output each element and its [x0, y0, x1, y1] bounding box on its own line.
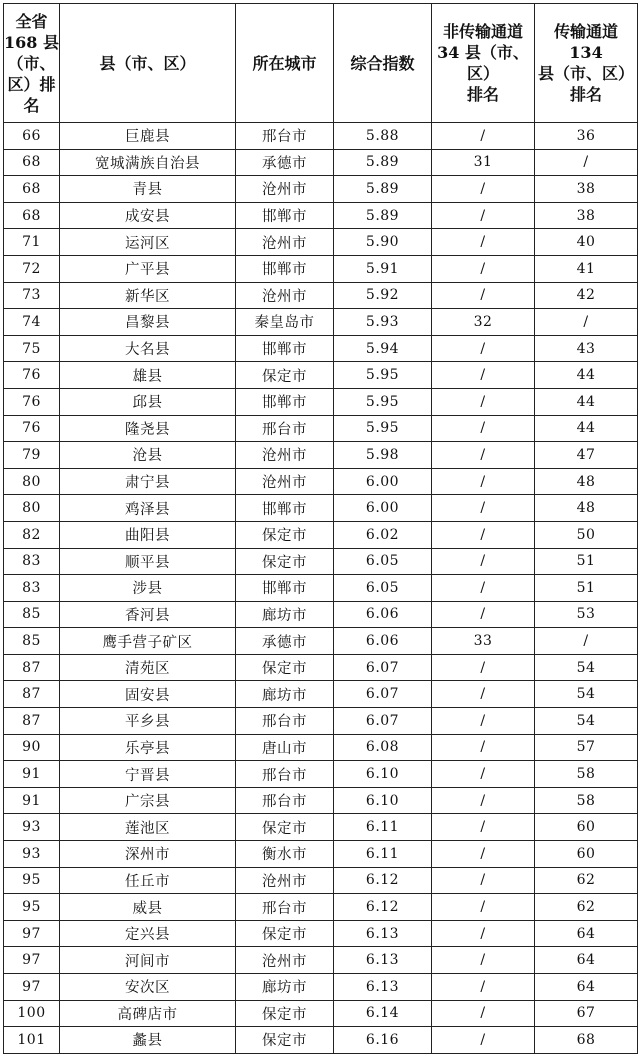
- cell-non-transmission-rank: /: [432, 202, 535, 229]
- cell-non-transmission-rank: /: [432, 335, 535, 362]
- cell-transmission-rank: 41: [535, 255, 638, 282]
- cell-transmission-rank: 44: [535, 362, 638, 389]
- cell-city: 保定市: [236, 1000, 334, 1027]
- cell-county: 香河县: [60, 601, 236, 628]
- header-city: [236, 4, 334, 123]
- cell-city: 邢台市: [236, 708, 334, 735]
- header-province-rank: [4, 4, 60, 123]
- cell-composite-index: 6.11: [334, 814, 432, 841]
- cell-composite-index: 5.91: [334, 255, 432, 282]
- cell-county: 乐亭县: [60, 734, 236, 761]
- cell-transmission-rank: 62: [535, 867, 638, 894]
- table-row: [4, 176, 638, 203]
- cell-city: 沧州市: [236, 282, 334, 309]
- header-line: 传输通道 134: [553, 22, 618, 62]
- cell-province-rank: 71: [4, 229, 60, 256]
- cell-county: 新华区: [60, 282, 236, 309]
- table-row: [4, 947, 638, 974]
- cell-city: 邯郸市: [236, 575, 334, 602]
- cell-composite-index: 6.14: [334, 1000, 432, 1027]
- cell-non-transmission-rank: /: [432, 814, 535, 841]
- cell-non-transmission-rank: /: [432, 1027, 535, 1054]
- cell-transmission-rank: 53: [535, 601, 638, 628]
- cell-composite-index: 6.08: [334, 734, 432, 761]
- cell-province-rank: 76: [4, 362, 60, 389]
- cell-city: 唐山市: [236, 734, 334, 761]
- cell-city: 保定市: [236, 1027, 334, 1054]
- cell-city: 邢台市: [236, 123, 334, 150]
- cell-county: 蠡县: [60, 1027, 236, 1054]
- header-line: 非传输通道: [442, 22, 523, 41]
- cell-non-transmission-rank: /: [432, 255, 535, 282]
- cell-transmission-rank: 44: [535, 415, 638, 442]
- cell-county: 巨鹿县: [60, 123, 236, 150]
- cell-non-transmission-rank: /: [432, 123, 535, 150]
- cell-city: 保定市: [236, 920, 334, 947]
- cell-non-transmission-rank: /: [432, 548, 535, 575]
- cell-city: 沧州市: [236, 229, 334, 256]
- table-row: [4, 1027, 638, 1054]
- cell-non-transmission-rank: /: [432, 974, 535, 1001]
- cell-composite-index: 5.98: [334, 442, 432, 469]
- table-row: [4, 708, 638, 735]
- cell-province-rank: 85: [4, 601, 60, 628]
- cell-city: 保定市: [236, 362, 334, 389]
- cell-transmission-rank: 58: [535, 787, 638, 814]
- table-row: [4, 734, 638, 761]
- table-row: [4, 468, 638, 495]
- cell-city: 沧州市: [236, 947, 334, 974]
- header-county: [60, 4, 236, 123]
- cell-non-transmission-rank: /: [432, 176, 535, 203]
- cell-non-transmission-rank: /: [432, 867, 535, 894]
- table-row: [4, 202, 638, 229]
- header-line: 县（市、区）: [99, 53, 196, 73]
- cell-composite-index: 6.13: [334, 974, 432, 1001]
- header-row: [4, 4, 638, 123]
- cell-non-transmission-rank: /: [432, 468, 535, 495]
- cell-city: 沧州市: [236, 176, 334, 203]
- cell-province-rank: 83: [4, 548, 60, 575]
- cell-composite-index: 6.06: [334, 628, 432, 655]
- cell-province-rank: 68: [4, 176, 60, 203]
- cell-province-rank: 75: [4, 335, 60, 362]
- table-row: [4, 894, 638, 921]
- cell-non-transmission-rank: /: [432, 388, 535, 415]
- cell-city: 邯郸市: [236, 335, 334, 362]
- cell-city: 廊坊市: [236, 681, 334, 708]
- table-row: [4, 309, 638, 336]
- cell-composite-index: 5.88: [334, 123, 432, 150]
- header-line: 全省: [15, 11, 48, 31]
- cell-county: 任丘市: [60, 867, 236, 894]
- cell-county: 广平县: [60, 255, 236, 282]
- cell-county: 固安县: [60, 681, 236, 708]
- table-row: [4, 362, 638, 389]
- cell-province-rank: 68: [4, 149, 60, 176]
- table-row: [4, 681, 638, 708]
- header-transmission-rank: [535, 4, 638, 123]
- cell-county: 大名县: [60, 335, 236, 362]
- cell-city: 邯郸市: [236, 255, 334, 282]
- cell-city: 保定市: [236, 814, 334, 841]
- cell-province-rank: 91: [4, 787, 60, 814]
- cell-county: 曲阳县: [60, 521, 236, 548]
- cell-city: 邢台市: [236, 761, 334, 788]
- table-row: [4, 255, 638, 282]
- cell-composite-index: 6.07: [334, 708, 432, 735]
- cell-county: 莲池区: [60, 814, 236, 841]
- cell-city: 秦皇岛市: [236, 309, 334, 336]
- cell-province-rank: 82: [4, 521, 60, 548]
- cell-non-transmission-rank: /: [432, 708, 535, 735]
- table-body: [4, 123, 638, 1054]
- cell-non-transmission-rank: /: [432, 362, 535, 389]
- cell-province-rank: 80: [4, 495, 60, 522]
- cell-transmission-rank: /: [535, 149, 638, 176]
- cell-non-transmission-rank: /: [432, 734, 535, 761]
- cell-province-rank: 72: [4, 255, 60, 282]
- cell-province-rank: 101: [4, 1027, 60, 1054]
- cell-province-rank: 87: [4, 681, 60, 708]
- cell-non-transmission-rank: /: [432, 894, 535, 921]
- cell-county: 顺平县: [60, 548, 236, 575]
- header-line: 综合指数: [350, 53, 415, 73]
- cell-province-rank: 74: [4, 309, 60, 336]
- cell-county: 青县: [60, 176, 236, 203]
- cell-county: 隆尧县: [60, 415, 236, 442]
- cell-county: 昌黎县: [60, 309, 236, 336]
- cell-non-transmission-rank: /: [432, 282, 535, 309]
- cell-transmission-rank: 62: [535, 894, 638, 921]
- cell-county: 定兴县: [60, 920, 236, 947]
- cell-non-transmission-rank: /: [432, 575, 535, 602]
- cell-province-rank: 79: [4, 442, 60, 469]
- cell-province-rank: 83: [4, 575, 60, 602]
- cell-non-transmission-rank: /: [432, 761, 535, 788]
- table-row: [4, 628, 638, 655]
- cell-transmission-rank: 64: [535, 947, 638, 974]
- cell-province-rank: 100: [4, 1000, 60, 1027]
- cell-city: 保定市: [236, 654, 334, 681]
- cell-province-rank: 95: [4, 867, 60, 894]
- cell-non-transmission-rank: /: [432, 601, 535, 628]
- cell-composite-index: 6.05: [334, 575, 432, 602]
- cell-non-transmission-rank: 32: [432, 309, 535, 336]
- cell-composite-index: 6.10: [334, 787, 432, 814]
- cell-non-transmission-rank: /: [432, 681, 535, 708]
- table-row: [4, 415, 638, 442]
- cell-transmission-rank: 60: [535, 841, 638, 868]
- cell-non-transmission-rank: /: [432, 495, 535, 522]
- cell-province-rank: 68: [4, 202, 60, 229]
- cell-transmission-rank: 57: [535, 734, 638, 761]
- cell-transmission-rank: 68: [535, 1027, 638, 1054]
- cell-non-transmission-rank: /: [432, 442, 535, 469]
- cell-transmission-rank: 48: [535, 468, 638, 495]
- cell-province-rank: 95: [4, 894, 60, 921]
- cell-city: 邯郸市: [236, 202, 334, 229]
- cell-province-rank: 85: [4, 628, 60, 655]
- cell-province-rank: 80: [4, 468, 60, 495]
- cell-county: 清苑区: [60, 654, 236, 681]
- cell-non-transmission-rank: /: [432, 787, 535, 814]
- table-row: [4, 149, 638, 176]
- cell-county: 鹰手营子矿区: [60, 628, 236, 655]
- cell-composite-index: 5.93: [334, 309, 432, 336]
- cell-county: 沧县: [60, 442, 236, 469]
- cell-city: 邢台市: [236, 787, 334, 814]
- cell-composite-index: 6.12: [334, 894, 432, 921]
- cell-composite-index: 6.05: [334, 548, 432, 575]
- cell-county: 运河区: [60, 229, 236, 256]
- cell-county: 肃宁县: [60, 468, 236, 495]
- cell-composite-index: 6.11: [334, 841, 432, 868]
- cell-county: 河间市: [60, 947, 236, 974]
- cell-county: 雄县: [60, 362, 236, 389]
- cell-non-transmission-rank: /: [432, 947, 535, 974]
- cell-non-transmission-rank: 33: [432, 628, 535, 655]
- header-line: 名: [23, 95, 40, 115]
- cell-composite-index: 6.02: [334, 521, 432, 548]
- table-row: [4, 442, 638, 469]
- cell-transmission-rank: 67: [535, 1000, 638, 1027]
- cell-composite-index: 6.06: [334, 601, 432, 628]
- cell-city: 邢台市: [236, 415, 334, 442]
- cell-composite-index: 6.16: [334, 1027, 432, 1054]
- cell-composite-index: 5.89: [334, 202, 432, 229]
- table-row: [4, 841, 638, 868]
- table-row: [4, 521, 638, 548]
- cell-non-transmission-rank: 31: [432, 149, 535, 176]
- cell-non-transmission-rank: /: [432, 1000, 535, 1027]
- header-line: 县（市、区）: [537, 64, 634, 83]
- cell-province-rank: 93: [4, 814, 60, 841]
- cell-non-transmission-rank: /: [432, 654, 535, 681]
- cell-county: 成安县: [60, 202, 236, 229]
- cell-province-rank: 76: [4, 415, 60, 442]
- cell-transmission-rank: 58: [535, 761, 638, 788]
- cell-county: 深州市: [60, 841, 236, 868]
- cell-transmission-rank: 51: [535, 575, 638, 602]
- cell-province-rank: 91: [4, 761, 60, 788]
- table-row: [4, 601, 638, 628]
- cell-transmission-rank: 38: [535, 176, 638, 203]
- cell-province-rank: 97: [4, 947, 60, 974]
- table-header: [4, 4, 638, 123]
- cell-county: 高碑店市: [60, 1000, 236, 1027]
- cell-county: 宁晋县: [60, 761, 236, 788]
- header-line: 168 县: [4, 32, 59, 52]
- cell-transmission-rank: 48: [535, 495, 638, 522]
- cell-province-rank: 97: [4, 974, 60, 1001]
- cell-county: 鸡泽县: [60, 495, 236, 522]
- cell-composite-index: 5.89: [334, 176, 432, 203]
- cell-province-rank: 87: [4, 654, 60, 681]
- cell-county: 宽城满族自治县: [60, 149, 236, 176]
- cell-province-rank: 90: [4, 734, 60, 761]
- cell-transmission-rank: 60: [535, 814, 638, 841]
- ranking-table-container: [3, 3, 637, 1061]
- cell-city: 沧州市: [236, 867, 334, 894]
- cell-transmission-rank: 47: [535, 442, 638, 469]
- cell-composite-index: 5.89: [334, 149, 432, 176]
- cell-county: 涉县: [60, 575, 236, 602]
- table-row: [4, 123, 638, 150]
- header-line: 34 县（市、区）: [437, 43, 529, 83]
- cell-transmission-rank: 54: [535, 654, 638, 681]
- cell-composite-index: 6.00: [334, 468, 432, 495]
- cell-transmission-rank: 44: [535, 388, 638, 415]
- cell-composite-index: 6.07: [334, 654, 432, 681]
- cell-transmission-rank: 36: [535, 123, 638, 150]
- cell-county: 邱县: [60, 388, 236, 415]
- cell-city: 衡水市: [236, 841, 334, 868]
- table-row: [4, 761, 638, 788]
- cell-city: 沧州市: [236, 442, 334, 469]
- cell-city: 邢台市: [236, 894, 334, 921]
- table-row: [4, 575, 638, 602]
- cell-county: 安次区: [60, 974, 236, 1001]
- cell-province-rank: 66: [4, 123, 60, 150]
- cell-transmission-rank: 38: [535, 202, 638, 229]
- header-composite-index: [334, 4, 432, 123]
- table-row: [4, 282, 638, 309]
- header-line: 排名: [569, 85, 602, 104]
- cell-city: 沧州市: [236, 468, 334, 495]
- cell-city: 邯郸市: [236, 495, 334, 522]
- header-line: 区）排: [7, 74, 56, 94]
- table-row: [4, 974, 638, 1001]
- table-row: [4, 787, 638, 814]
- table-row: [4, 867, 638, 894]
- cell-transmission-rank: 64: [535, 920, 638, 947]
- cell-composite-index: 5.94: [334, 335, 432, 362]
- cell-composite-index: 6.00: [334, 495, 432, 522]
- table-row: [4, 548, 638, 575]
- cell-transmission-rank: 54: [535, 708, 638, 735]
- header-line: 排名: [466, 85, 499, 104]
- cell-composite-index: 6.12: [334, 867, 432, 894]
- cell-province-rank: 76: [4, 388, 60, 415]
- table-row: [4, 1000, 638, 1027]
- cell-county: 广宗县: [60, 787, 236, 814]
- cell-composite-index: 5.95: [334, 362, 432, 389]
- cell-non-transmission-rank: /: [432, 920, 535, 947]
- cell-transmission-rank: /: [535, 628, 638, 655]
- cell-composite-index: 6.13: [334, 920, 432, 947]
- cell-city: 保定市: [236, 548, 334, 575]
- cell-province-rank: 73: [4, 282, 60, 309]
- cell-transmission-rank: 50: [535, 521, 638, 548]
- cell-county: 平乡县: [60, 708, 236, 735]
- cell-non-transmission-rank: /: [432, 229, 535, 256]
- header-non-transmission-rank: [432, 4, 535, 123]
- table-row: [4, 920, 638, 947]
- cell-city: 廊坊市: [236, 601, 334, 628]
- header-line: （市、: [7, 53, 56, 73]
- table-row: [4, 388, 638, 415]
- cell-composite-index: 6.07: [334, 681, 432, 708]
- cell-transmission-rank: /: [535, 309, 638, 336]
- table-row: [4, 335, 638, 362]
- cell-composite-index: 5.92: [334, 282, 432, 309]
- cell-composite-index: 5.90: [334, 229, 432, 256]
- county-ranking-table: [3, 3, 638, 1054]
- cell-city: 廊坊市: [236, 974, 334, 1001]
- cell-transmission-rank: 64: [535, 974, 638, 1001]
- cell-non-transmission-rank: /: [432, 521, 535, 548]
- cell-province-rank: 97: [4, 920, 60, 947]
- cell-non-transmission-rank: /: [432, 415, 535, 442]
- cell-province-rank: 87: [4, 708, 60, 735]
- table-row: [4, 814, 638, 841]
- cell-transmission-rank: 51: [535, 548, 638, 575]
- table-row: [4, 495, 638, 522]
- cell-transmission-rank: 43: [535, 335, 638, 362]
- cell-composite-index: 6.13: [334, 947, 432, 974]
- header-line: 所在城市: [252, 53, 317, 73]
- cell-composite-index: 5.95: [334, 388, 432, 415]
- cell-transmission-rank: 40: [535, 229, 638, 256]
- cell-city: 承德市: [236, 149, 334, 176]
- cell-transmission-rank: 42: [535, 282, 638, 309]
- cell-city: 保定市: [236, 521, 334, 548]
- cell-city: 邯郸市: [236, 388, 334, 415]
- cell-composite-index: 6.10: [334, 761, 432, 788]
- table-row: [4, 654, 638, 681]
- cell-city: 承德市: [236, 628, 334, 655]
- cell-province-rank: 93: [4, 841, 60, 868]
- cell-transmission-rank: 54: [535, 681, 638, 708]
- table-row: [4, 229, 638, 256]
- cell-county: 威县: [60, 894, 236, 921]
- cell-non-transmission-rank: /: [432, 841, 535, 868]
- cell-composite-index: 5.95: [334, 415, 432, 442]
